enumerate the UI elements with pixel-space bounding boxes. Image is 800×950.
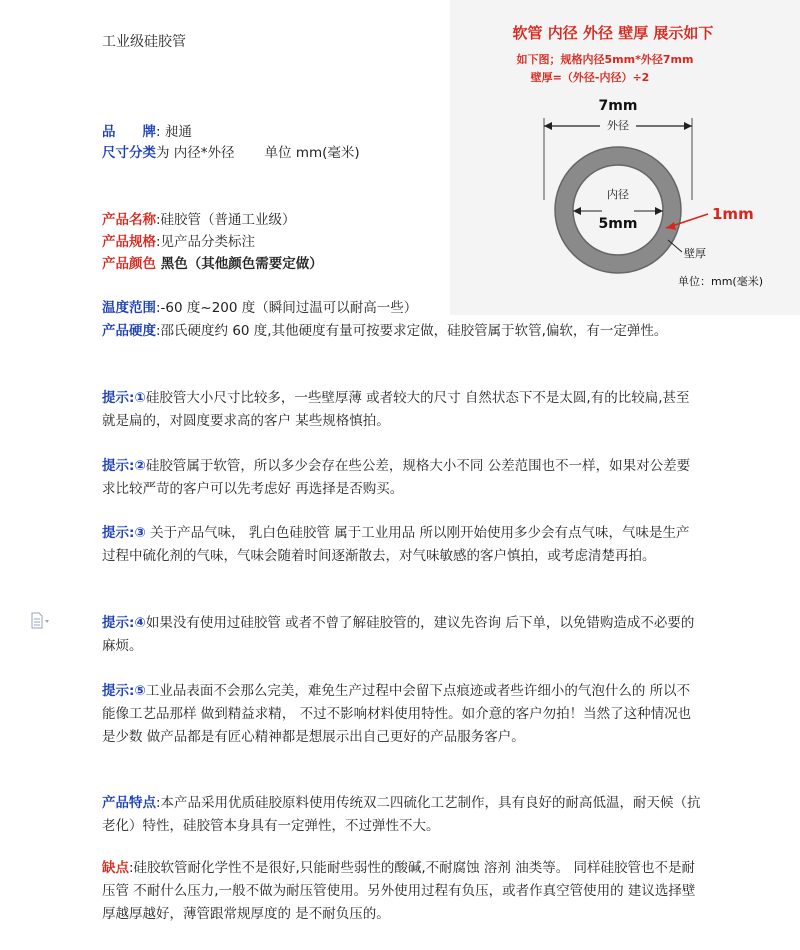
tip-5-paragraph <box>102 680 702 749</box>
features-paragraph <box>102 792 702 838</box>
drawbacks-label: 缺点 <box>102 860 129 876</box>
brand-value: 昶通 <box>160 124 192 140</box>
product-spec-line <box>102 231 255 253</box>
brand-line <box>102 121 192 143</box>
product-spec-value: :见产品分类标注 <box>156 234 256 250</box>
inner-diameter-value: 5mm <box>598 216 638 232</box>
tip-5-label: 提示:⑤ <box>102 683 146 699</box>
tip-5-text: 工业品表面不会那么完美，难免生产过程中会留下点痕迹或者些许细小的气泡什么的 所以不能像工艺品那样 做到精益求精， 不过不影响材料使用特性。如介意的客户勿拍！当然了这种情况也是少数 做产品都是有匠心精神都是想展示出自己更好的产品服务客户。 <box>102 683 692 745</box>
outer-diameter-label: 外径 <box>607 119 629 132</box>
features-text: :本产品采用优质硅胶原料使用传统双二四硫化工艺制作，具有良好的耐高低温，耐天候（抗老化）特性，硅胶管本身具有一定弹性，不过弹性不大。 <box>102 795 701 834</box>
brand-sep: : <box>156 124 161 140</box>
hardness-value: :邵氏硬度约 60 度,其他硬度有量可按要求定做，硅胶管属于软管,偏软，有一定弹性。 <box>156 323 668 339</box>
tip-3-text: 关于产品气味， 乳白色硅胶管 属于工业用品 所以刚开始使用多少会有点气味，气味是生产过程中硫化剂的气味，气味会随着时间逐渐散去，对气味敏感的客户慎拍，或考虑清楚再拍。 <box>102 525 690 564</box>
outer-arrow-right <box>684 122 692 130</box>
product-spec-label: 产品规格 <box>102 234 156 250</box>
tip-1-paragraph <box>102 387 702 433</box>
hardness-label: 产品硬度 <box>102 323 156 339</box>
temperature-label: 温度范围 <box>102 300 156 316</box>
tube-diagram <box>450 0 800 315</box>
tip-2-paragraph <box>102 455 702 501</box>
tip-4-label: 提示:④ <box>102 615 146 631</box>
tip-2-label: 提示:② <box>102 458 146 474</box>
size-class-value: 为 内径*外径 <box>156 145 235 161</box>
tip-3-label: 提示:③ <box>102 525 146 541</box>
document-icon[interactable] <box>30 612 50 630</box>
temperature-line <box>102 297 417 319</box>
tube-diagram-svg <box>450 0 800 315</box>
features-label: 产品特点 <box>102 795 156 811</box>
tip-4-paragraph <box>102 612 702 658</box>
diagram-unit: 单位：mm(毫米) <box>678 275 764 288</box>
product-color-line <box>102 253 323 275</box>
product-color-value: 黑色（其他颜色需要定做） <box>156 256 323 272</box>
product-name-label: 产品名称 <box>102 212 156 228</box>
page-title: 工业级硅胶管 <box>102 34 186 50</box>
tip-3-paragraph <box>102 522 702 568</box>
tip-1-text: 硅胶管大小尺寸比较多，一些壁厚薄 或者较大的尺寸 自然状态下不是太圆,有的比较扁,甚至就是扁的，对圆度要求高的客户 某些规格慎拍。 <box>102 390 690 429</box>
diagram-note-formula: 壁厚=（外径-内径）÷2 <box>530 71 650 84</box>
drawbacks-paragraph <box>102 857 702 926</box>
inner-label-bg <box>602 202 634 217</box>
size-class-line <box>102 142 360 164</box>
temperature-value: :-60 度~200 度（瞬间过温可以耐高一些） <box>156 300 418 316</box>
tip-2-text: 硅胶管属于软管，所以多少会存在些公差，规格大小不同 公差范围也不一样，如果对公差要求比较严苛的客户可以先考虑好 再选择是否购买。 <box>102 458 691 497</box>
hardness-paragraph <box>102 320 702 343</box>
size-class-unit: 单位 mm(毫米) <box>264 145 360 161</box>
tip-4-text: 如果没有使用过硅胶管 或者不曾了解硅胶管的，建议先咨询 后下单，以免错购造成不必要的麻烦。 <box>102 615 695 654</box>
diagram-heading: 软管 内径 外径 壁厚 展示如下 <box>512 24 714 42</box>
wall-thickness-label: 壁厚 <box>684 247 706 260</box>
wall-thickness-value: 1mm <box>712 205 754 223</box>
product-name-value: :硅胶管（普通工业级） <box>156 212 296 228</box>
outer-diameter-value: 7mm <box>598 98 638 114</box>
inner-diameter-label: 内径 <box>607 188 629 201</box>
drawbacks-text: :硅胶软管耐化学性不是很好,只能耐些弱性的酸碱,不耐腐蚀 溶剂 油类等。 同样硅胶管也不是耐压管 不耐什么压力,一般不做为耐压管使用。另外使用过程有负压，或者作真空管使用的 建议选择壁厚越厚越好，薄管跟常规厚度的 是不耐负压的。 <box>102 860 696 922</box>
size-class-label: 尺寸分类 <box>102 145 156 161</box>
diagram-note-spec: 如下图；规格内径5mm*外径7mm <box>516 53 694 66</box>
tip-1-label: 提示:① <box>102 390 146 406</box>
brand-label: 品 牌 <box>102 124 156 140</box>
outer-arrow-left <box>544 122 552 130</box>
product-color-label: 产品颜色 <box>102 256 156 272</box>
product-name-line <box>102 209 296 231</box>
